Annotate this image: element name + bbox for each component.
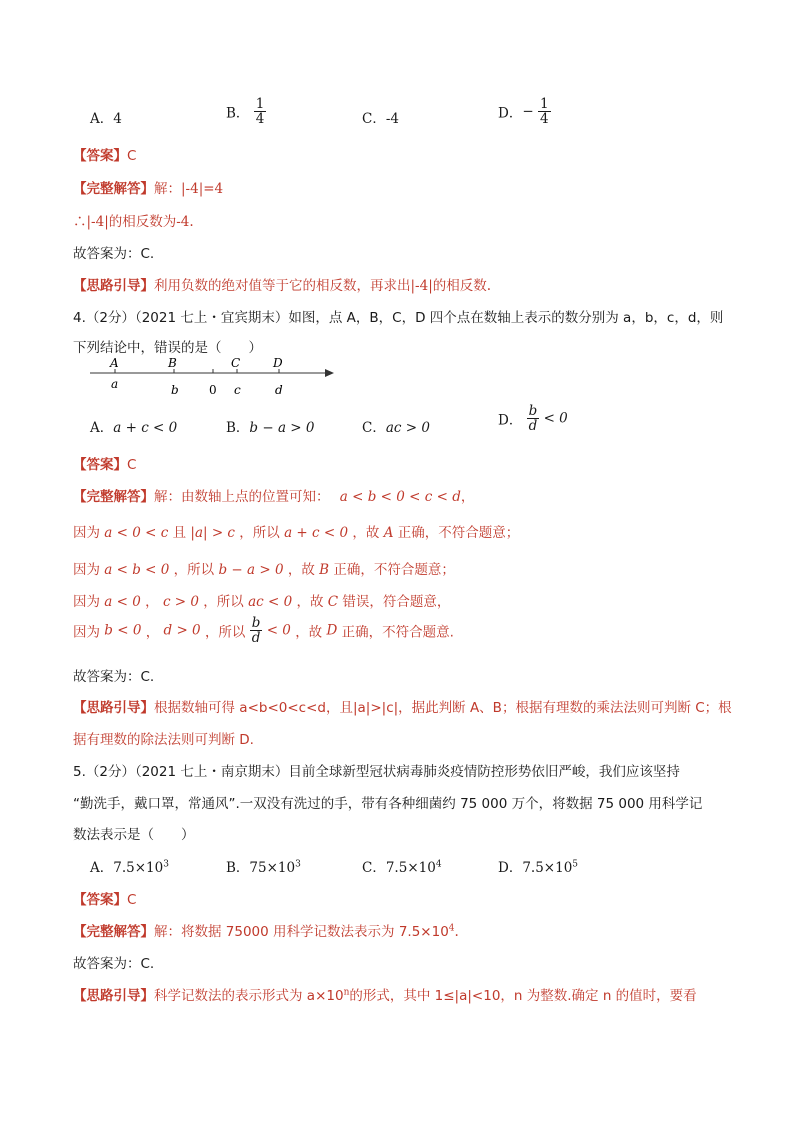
point-label-c-upper: C: [231, 356, 241, 370]
q5-answer: 【答案】C: [73, 892, 137, 908]
number-line: [84, 356, 354, 400]
q5-stem-line3: 数法表示是（ ）: [73, 827, 195, 843]
q4-solution: 【完整解答】解：由数轴上点的位置可知： a < b < 0 < c < d，: [73, 489, 475, 505]
q3-hint: 【思路引导】利用负数的绝对值等于它的相反数，再求出|-4|的相反数.: [73, 278, 492, 294]
point-label-b-upper: B: [168, 356, 177, 370]
q3-solution-line2: ∴|-4|的相反数为-4.: [73, 214, 194, 230]
q3-option-c: C．-4: [362, 111, 399, 127]
q4-option-a: A．a + c < 0: [90, 420, 178, 436]
point-label-b-lower: b: [171, 383, 179, 397]
point-label-zero: 0: [209, 383, 217, 397]
q5-option-d: D．$7.5\times 10^5$: [498, 859, 579, 876]
q5-stem-line1: 5.（2分）（2021 七上・南京期末）目前全球新型冠状病毒肺炎疫情防控形势依旧严峻，我们应该坚持: [73, 764, 680, 780]
q4-answer: 【答案】C: [73, 457, 137, 473]
q5-solution: 【完整解答】解：将数据 75000 用科学记数法表示为 $7.5\times 10^4$.: [73, 923, 459, 940]
q3-option-a: A．4: [90, 111, 122, 127]
q4-step-1: 因为 a < 0 < c 且 |a| > c ，所以 a + c < 0 ，故 A 正确，不符合题意；: [73, 525, 520, 541]
q3-answer: 【答案】C: [73, 148, 137, 164]
q5-hint: 【思路引导】科学记数法的表示形式为 $a\times 10^n$的形式，其中 1≤|a|<10，n 为整数.确定 n 的值时，要看: [73, 987, 697, 1004]
q4-option-b: B．b − a > 0: [226, 420, 315, 436]
point-label-a-lower: a: [111, 377, 119, 391]
q3-conclusion: 故答案为：C.: [73, 246, 155, 262]
q5-conclusion: 故答案为：C.: [73, 956, 155, 972]
q4-step-4: 因为 b < 0 ， d > 0 ，所以 $\frac{b}{d}$ < 0 ，故 D 正确，不符合题意.: [73, 615, 454, 647]
fraction: $\frac{1}{4}$: [255, 96, 265, 128]
point-label-d-upper: D: [273, 356, 283, 370]
q4-conclusion: 故答案为：C.: [73, 669, 155, 685]
q4-step-3: 因为 a < 0 ， c > 0 ，所以 ac < 0 ，故 C 错误，符合题意，: [73, 594, 451, 610]
q4-hint-line2: 据有理数的除法法则可判断 D.: [73, 732, 254, 748]
q4-stem-line2: 下列结论中，错误的是（ ）: [73, 340, 262, 356]
q3-option-d: D．− $\frac{1}{4}$: [498, 96, 549, 128]
q4-option-d: D． $\frac{b}{d}$ < 0: [498, 403, 568, 435]
q4-hint: 【思路引导】根据数轴可得 a<b<0<c<d，且|a|>|c|，据此判断 A、B；根据有理数的乘法法则可判断 C；根: [73, 700, 732, 716]
fraction: $\frac{b}{d}$: [251, 615, 261, 647]
fraction: $\frac{1}{4}$: [539, 96, 549, 128]
q5-option-b: B．$75\times 10^3$: [226, 859, 301, 876]
q5-option-a: A．$7.5\times 10^3$: [90, 859, 169, 876]
q5-option-c: C．$7.5\times 10^4$: [362, 859, 442, 876]
point-label-d-lower: d: [275, 383, 283, 397]
point-label-a-upper: A: [110, 356, 119, 370]
q3-solution: 【完整解答】解：|-4|=4: [73, 181, 224, 197]
q4-step-2: 因为 a < b < 0 ，所以 b − a > 0 ，故 B 正确，不符合题意；: [73, 562, 455, 578]
q5-stem-line2: “勤洗手，戴口罩，常通风”.一双没有洗过的手，带有各种细菌约 75 000 万个，将数据 75 000 用科学记: [73, 796, 703, 812]
q3-option-b: B． $\frac{1}{4}$: [226, 96, 265, 128]
q4-stem-line1: 4.（2分）（2021 七上・宜宾期末）如图，点 A，B，C，D 四个点在数轴上表示的数分别为 a，b，c，d，则: [73, 310, 724, 326]
point-label-c-lower: c: [234, 383, 241, 397]
q4-option-c: C．ac > 0: [362, 420, 430, 436]
fraction: $\frac{b}{d}$: [528, 403, 538, 435]
